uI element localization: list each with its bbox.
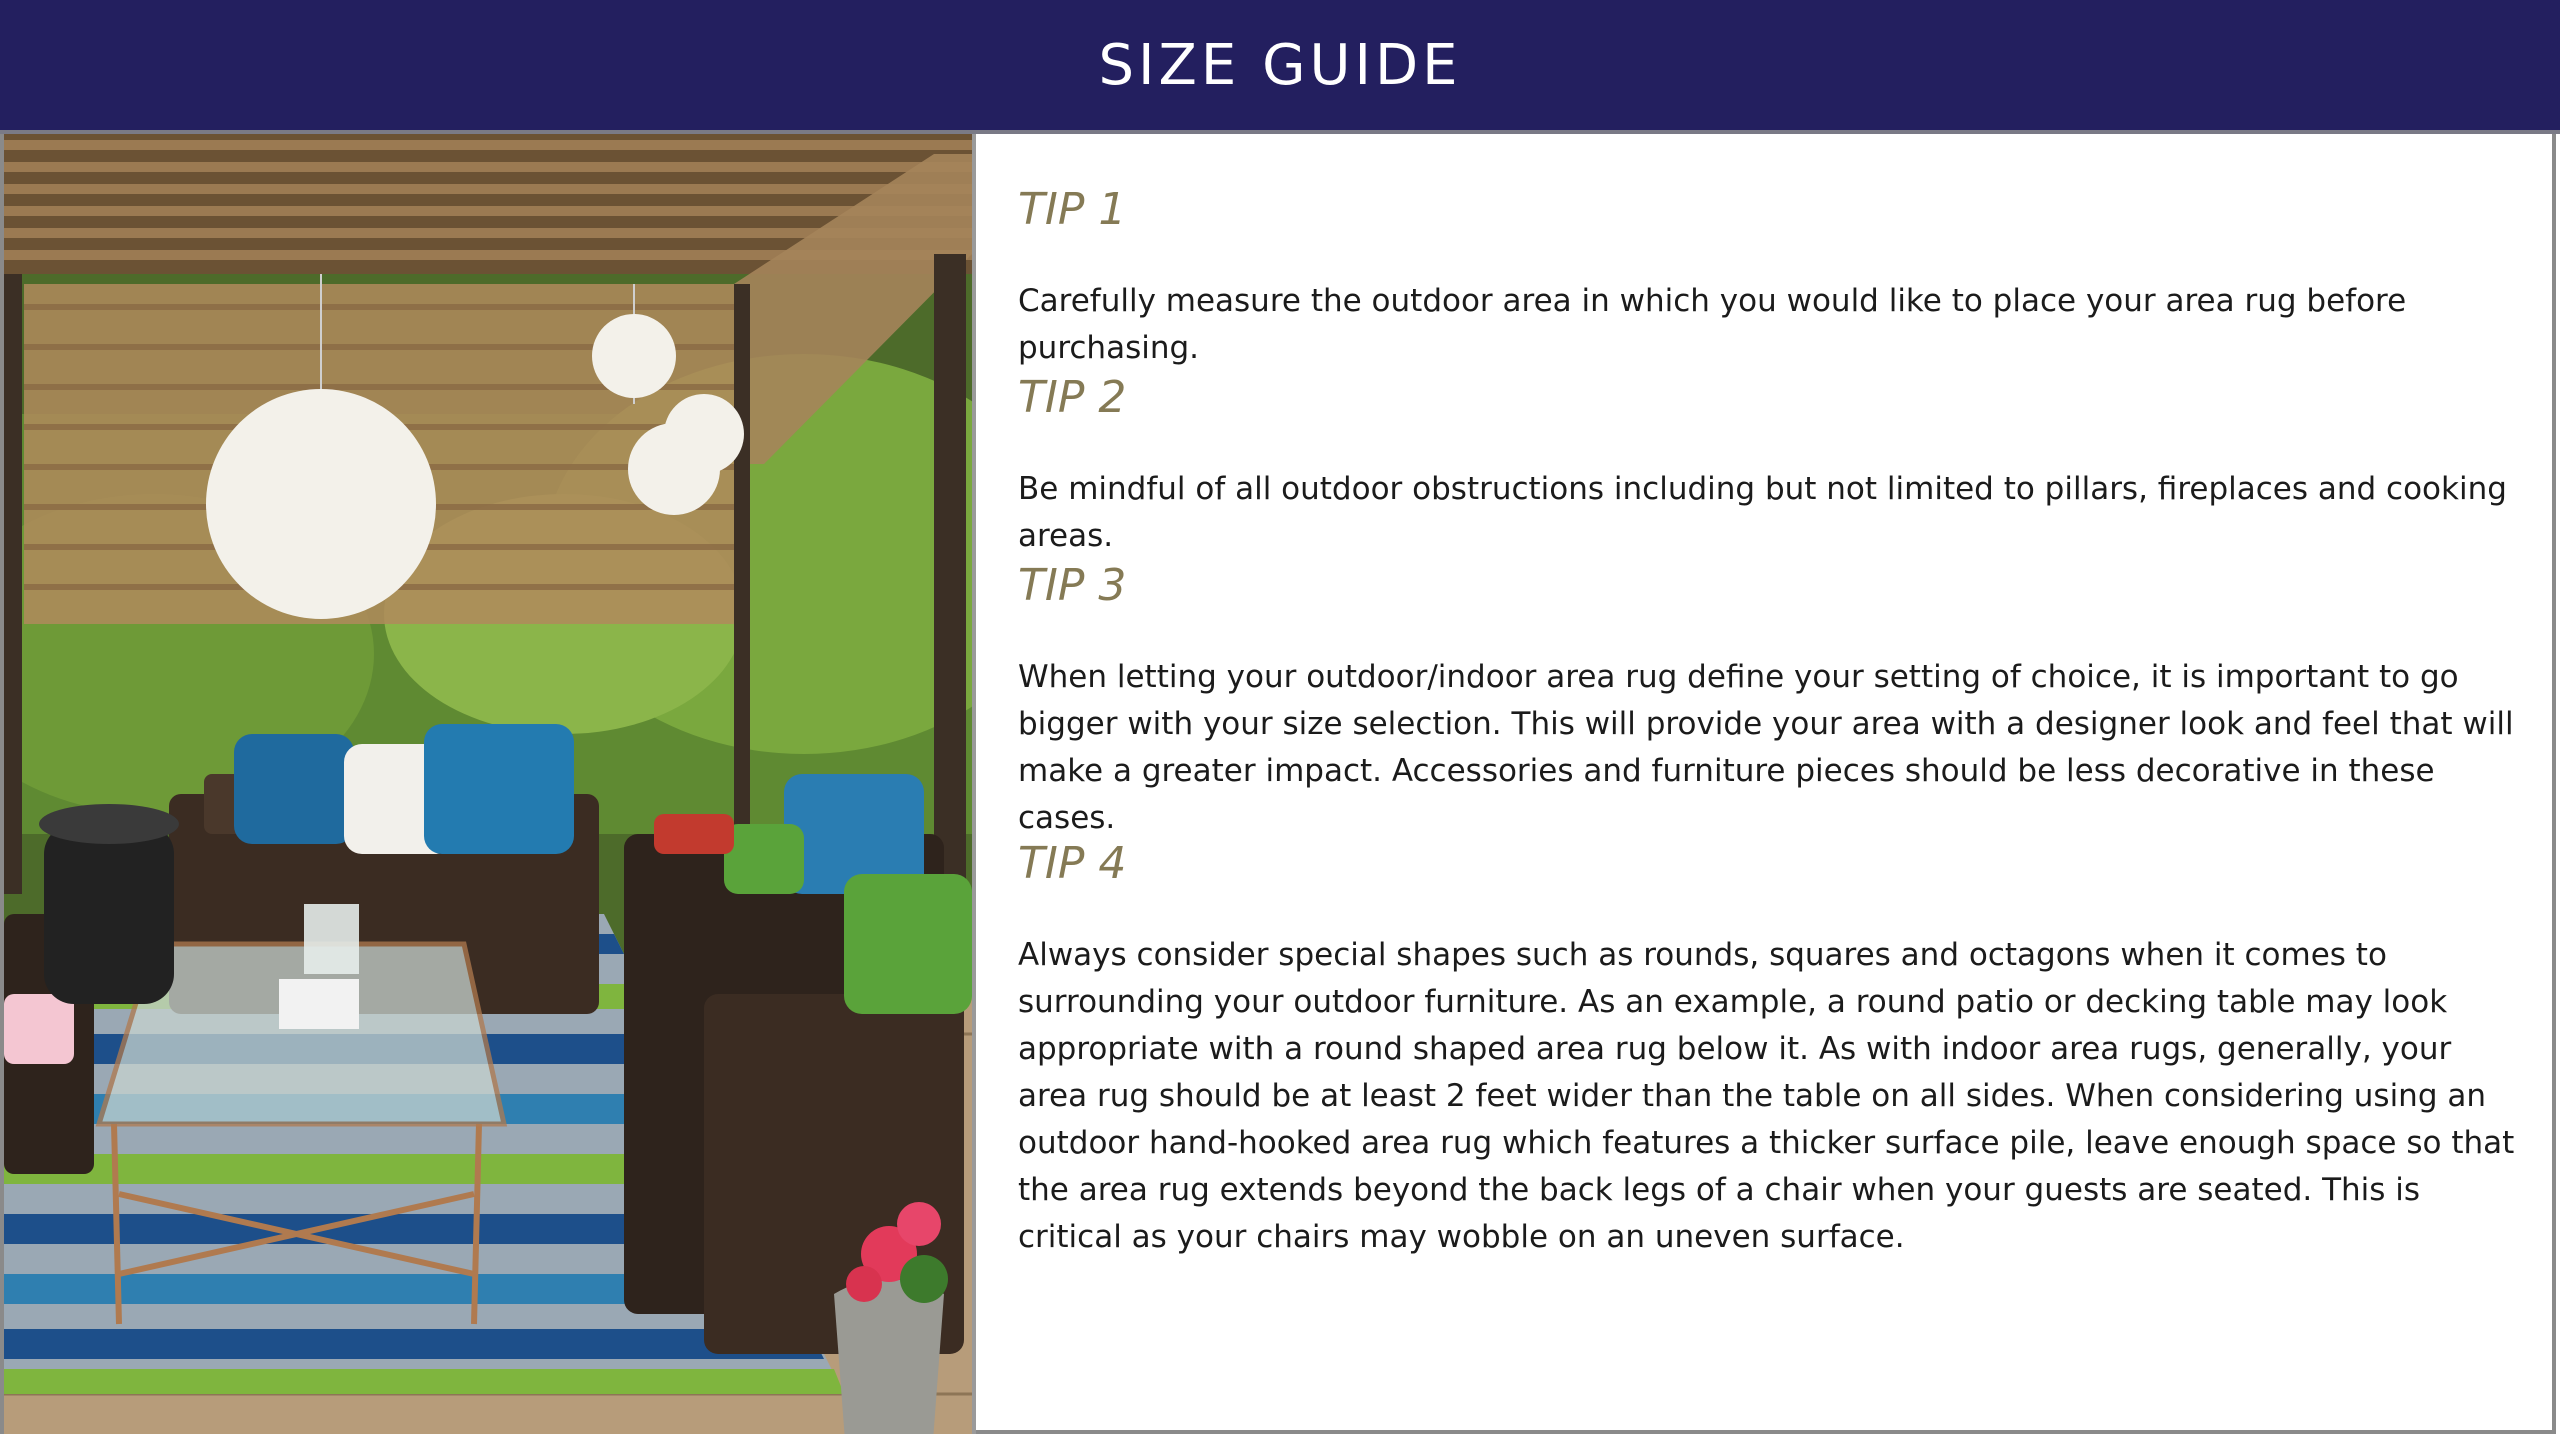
header-bar [0,0,2560,130]
tip-4 [1018,834,2518,1261]
tip-3-text: When letting your outdoor/indoor area rug define your setting of choice, it is important to go bigger with your size selection. This will provide your area with a designer look and feel that will make a greater impact. Accessories and furniture pieces should be less decorative in these cases. [1018,659,2514,836]
tip-2-heading: TIP 2 [1018,372,1127,423]
patio-photo [4,134,972,1434]
tip-2-text: Be mindful of all outdoor obstructions including but not limited to pillars, fireplaces and cooking areas. [1018,471,2507,554]
tip-1 [1018,180,2518,372]
tip-3-heading: TIP 3 [1018,560,1127,611]
photo-divider [972,134,976,1434]
patio-illustration [4,134,972,1434]
tip-1-heading: TIP 1 [1018,184,1127,235]
page-title: SIZE GUIDE [1098,32,1462,98]
tip-2 [1018,368,2518,560]
tip-4-text: Always consider special shapes such as rounds, squares and octagons when it comes to surrounding your outdoor furniture. As an example, a round patio or decking table may look appropriate with a round shaped area rug below it. As with indoor area rugs, generally, your area rug should be at least 2 feet wider than the table on all sides. When considering using an outdoor hand-hooked area rug which features a thicker surface pile, leave enough space so that the area rug extends beyond the back legs of a chair when your guests are seated. This is critical as your chairs may wobble on an uneven surface. [1018,937,2515,1255]
tip-3 [1018,556,2518,842]
tip-1-text: Carefully measure the outdoor area in which you would like to place your area rug before purchasing. [1018,283,2407,366]
tip-4-heading: TIP 4 [1018,838,1127,889]
